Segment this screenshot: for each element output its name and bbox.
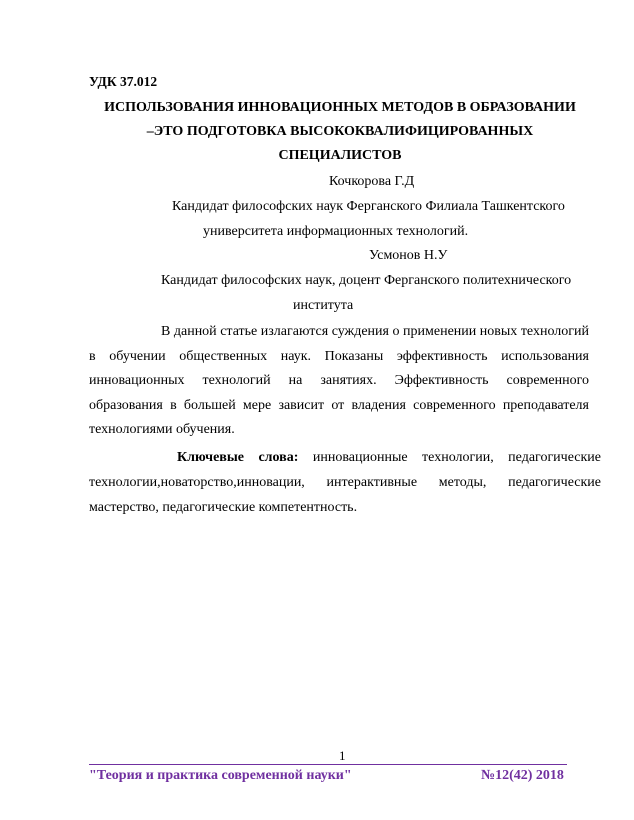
article-title (80, 96, 600, 168)
abstract-paragraph: В данной статье излагаются суждения о применении новых технологий в обучении общественных наук. Показаны эффективность использования инновационных технологий на занятиях. Эффективность современного образования в большей мере зависит от владения современного преподавателя технологиями обучения. (89, 324, 589, 437)
title-line-3: СПЕЦИАЛИСТОВ (278, 148, 402, 163)
keywords-text: инновационные технологии, педагогические технологии,новаторство,инновации, интерактивные методы, педагогические мастерство, педагогические компетентность. (89, 450, 601, 515)
keywords-paragraph (89, 445, 601, 520)
issue-number: №12(42) 2018 (481, 768, 564, 783)
keywords-label: Ключевые слова: (177, 450, 299, 465)
udk-code: УДК 37.012 (89, 74, 158, 89)
author-2-affiliation-line-2: института (293, 298, 354, 313)
author-2-name: Усмонов Н.У (369, 248, 448, 263)
author-1-name: Кочкорова Г.Д (329, 174, 415, 189)
author-2-affiliation-line-1: Кандидат философских наук, доцент Ферганского политехнического (161, 273, 572, 288)
page-number: 1 (339, 748, 346, 763)
title-line-2: –ЭТО ПОДГОТОВКА ВЫСОКОКВАЛИФИЦИРОВАННЫХ (146, 124, 534, 139)
footer-divider (89, 764, 567, 765)
author-1-affiliation-line-1: Кандидат философских наук Ферганского Филиала Ташкентского (172, 199, 565, 214)
author-1-affiliation-line-2: университета информационных технологий. (203, 224, 469, 239)
title-line-1: ИСПОЛЬЗОВАНИЯ ИННОВАЦИОННЫХ МЕТОДОВ В ОБРАЗОВАНИИ (104, 100, 576, 115)
journal-name: "Теория и практика современной науки" (89, 768, 352, 783)
